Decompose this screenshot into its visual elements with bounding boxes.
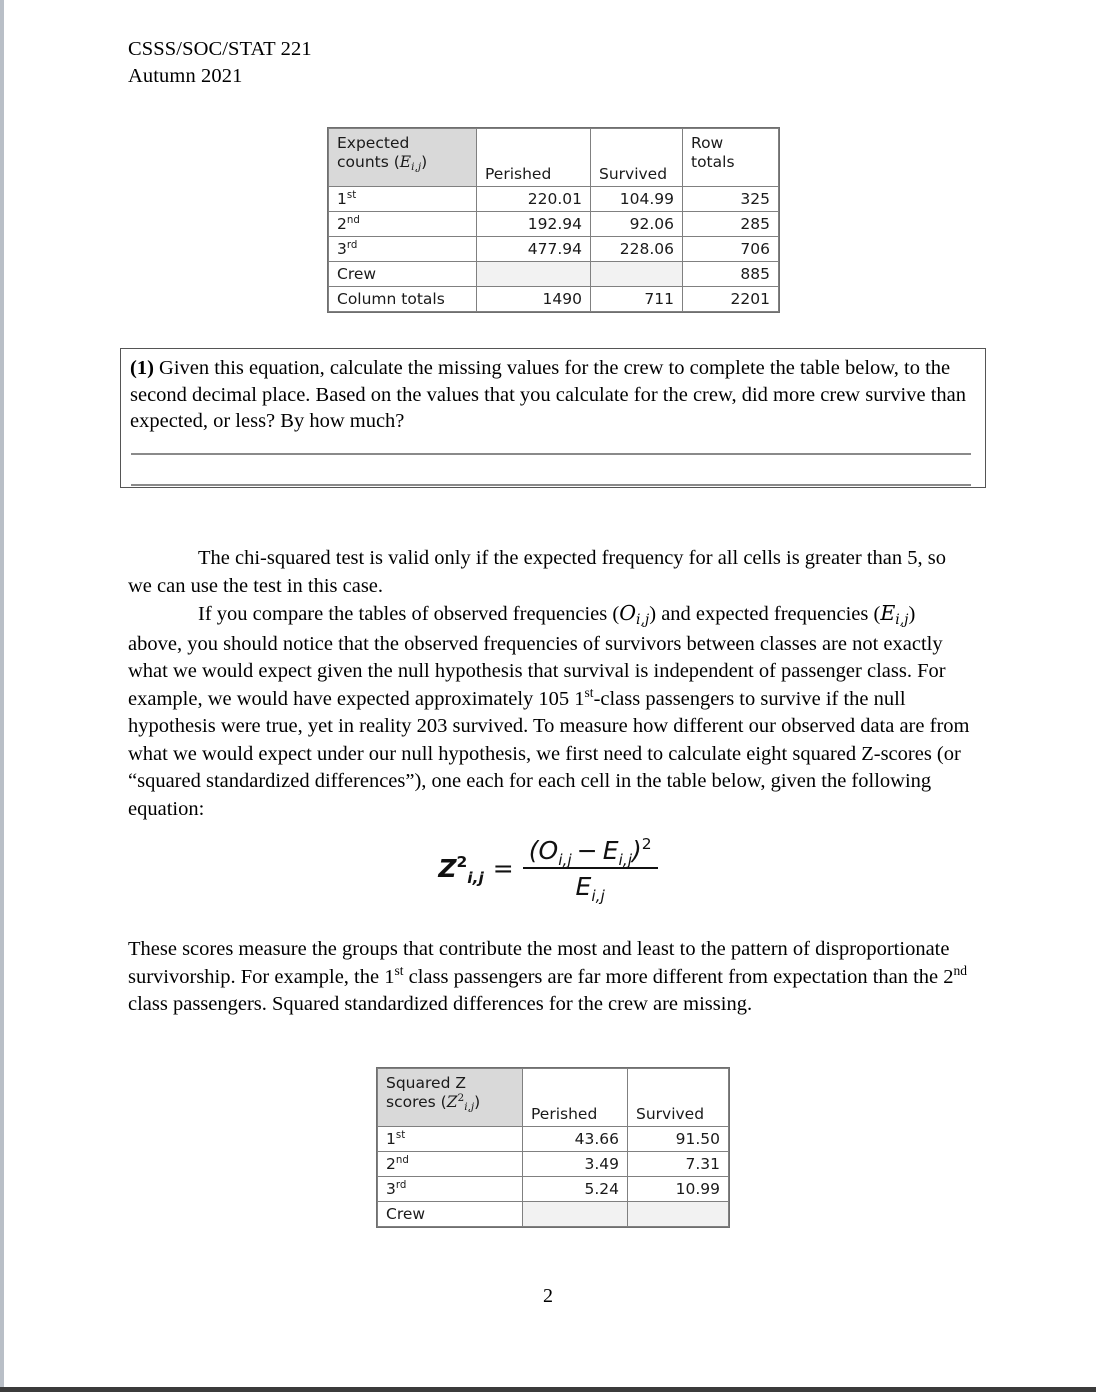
column-header-perished: Perished [523,1069,628,1127]
paragraph-chi-squared-validity: The chi-squared test is valid only if the expected frequency for all cells is greater than 5, so we can use the test in this case. [128,547,946,597]
table-row [329,237,779,262]
cell-crew-perished-blank [477,262,591,287]
header-label-variable: $E_{i,j}$ [399,153,422,174]
squared-z-equation [0,835,1096,906]
equation-denominator: $E_{i,j}$ [575,872,605,906]
header-label-line2-prefix: scores ( [386,1093,447,1111]
equation-equals-sign: = [492,854,514,883]
paragraph-score-interpretation [128,936,973,1019]
p3-segment-b: class passengers are far more different from expectation than the 2 [403,965,954,988]
table-row [329,212,779,237]
row-label-first-class: 1st [378,1127,523,1152]
table-header-row [329,129,779,187]
expected-counts-header-label [329,129,477,187]
header-label-line2-suffix: ) [474,1093,481,1111]
header-label-line2-suffix: ) [421,153,428,171]
equation-lhs: $Z^2_{i,j}$ [438,853,484,888]
cell-first-survived: 104.99 [591,187,683,212]
cell-total-perished: 1490 [477,287,591,312]
cell-grand-total: 2201 [683,287,779,312]
row-label-second-class: 2nd [378,1152,523,1177]
cell-crew-perished-z-blank [523,1202,628,1227]
cell-crew-rowtotal: 885 [683,262,779,287]
table-header-row [378,1069,729,1127]
cell-second-survived: 92.06 [591,212,683,237]
p3-ordinal-nd: nd [953,962,968,978]
row-label-column-totals: Column totals [329,287,477,312]
p3-segment-c: class passengers. Squared standardized differences for the crew are missing. [128,993,753,1015]
table-row [378,1127,729,1152]
column-header-survived: Survived [628,1069,729,1127]
table-row [378,1202,729,1227]
squared-z-scores-table [377,1068,729,1227]
column-header-row-totals [683,129,779,187]
row-label-third-class: 3rd [329,237,477,262]
cell-second-perished-z: 3.49 [523,1152,628,1177]
equation-numerator: $(O_{i,j} - E_{i,j})^2$ [523,836,658,869]
cell-first-rowtotal: 325 [683,187,779,212]
row-totals-line1: Row [691,134,724,152]
header-label-line1: Expected [337,134,410,152]
term-line: Autumn 2021 [128,65,243,87]
row-label-crew: Crew [378,1202,523,1227]
paragraph-observed-vs-expected [128,600,973,823]
cell-crew-survived-blank [591,262,683,287]
cell-second-perished: 192.94 [477,212,591,237]
cell-first-perished-z: 43.66 [523,1127,628,1152]
document-header [128,36,312,90]
cell-crew-survived-z-blank [628,1202,729,1227]
p3-segment-a: These scores measure the groups that contribute the most and least to the pattern of disproportionate survivorship. For example, the 1 [128,938,950,988]
question-text [130,355,975,435]
header-label-line2-prefix: counts ( [337,153,400,171]
column-header-survived: Survived [591,129,683,187]
column-header-perished: Perished [477,129,591,187]
header-label-variable: $Z^2_{i,j}$ [446,1092,475,1114]
row-label-crew: Crew [329,262,477,287]
table-row [378,1177,729,1202]
cell-third-rowtotal: 706 [683,237,779,262]
cell-first-perished: 220.01 [477,187,591,212]
equation-fraction [523,835,658,906]
p2-segment-b: ) and expected frequencies ( [649,603,881,625]
p2-segment-a: If you compare the tables of observed frequencies ( [198,603,620,625]
p2-segment-d: -class passengers to survive if the null hypothesis were true, yet in reality 203 survived. To measure how different our observed data are from what we would expect under our null hypothesis, we first need to calculate eight squared Z-scores (or “squared standardized differences”), one each for each cell in the table below, given the following equation: [128,687,970,820]
cell-third-perished-z: 5.24 [523,1177,628,1202]
row-totals-line2: totals [691,153,735,171]
expected-counts-table [328,128,779,312]
cell-second-survived-z: 7.31 [628,1152,729,1177]
header-label-line1: Squared Z [386,1074,466,1092]
cell-third-perished: 477.94 [477,237,591,262]
table-row [329,262,779,287]
answer-line-2[interactable] [131,484,971,486]
expected-frequency-symbol: $E_{i,j}$ [880,601,909,629]
cell-total-survived: 711 [591,287,683,312]
observed-frequency-symbol: $O_{i,j}$ [619,601,650,629]
row-label-second-class: 2nd [329,212,477,237]
squared-z-header-label [378,1069,523,1127]
row-label-third-class: 3rd [378,1177,523,1202]
question-number: (1) [130,357,154,379]
answer-line-1[interactable] [131,453,971,455]
cell-first-survived-z: 91.50 [628,1127,729,1152]
table-row [329,187,779,212]
course-line: CSSS/SOC/STAT 221 [128,38,312,60]
equation-expression [438,835,657,906]
table-row [378,1152,729,1177]
p3-ordinal-st: st [394,962,404,978]
cell-second-rowtotal: 285 [683,212,779,237]
cell-third-survived-z: 10.99 [628,1177,729,1202]
question-body: Given this equation, calculate the missing values for the crew to complete the table below, to the second decimal place. Based on the values that you calculate for the crew, did more crew survive than expected, or less? By how much? [130,357,966,432]
row-label-first-class: 1st [329,187,477,212]
cell-third-survived: 228.06 [591,237,683,262]
page-number: 2 [543,1285,553,1307]
p2-ordinal-st: st [584,684,594,700]
p2-segment-c: ) above, you should notice that the observed frequencies of survivors between classes are not exactly what we would expect given the null hypothesis that survival is independent of passenger class. For example, we would have expected approximately 105 1 [128,603,946,710]
question-box [120,348,986,488]
table-row [329,287,779,312]
